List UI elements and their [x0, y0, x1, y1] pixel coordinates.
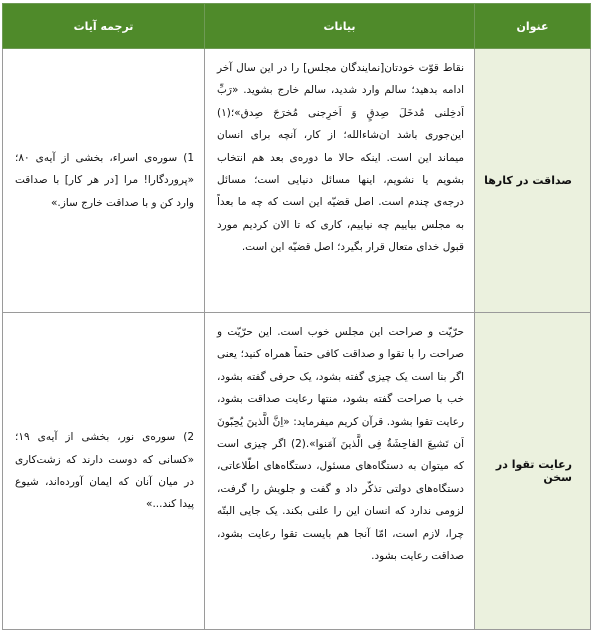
row-title: صداقت در کارها — [475, 49, 591, 313]
header-row — [3, 4, 591, 49]
header-verse-translation: ترجمه آیات — [3, 4, 205, 49]
translation-text: 2) سوره‌ی نور، بخشی از آیه‌ی ۱۹؛ «کسانی که دوست دارند که زشت‌کاری در میان آنان که ایمان آورده‌اند، شیوع پیدا کند...» — [15, 431, 194, 511]
row-statement — [205, 49, 475, 313]
table-row — [3, 49, 591, 313]
header-title: عنوان — [475, 4, 591, 49]
row-title: رعایت تقوا در سخن — [475, 313, 591, 630]
row-translation — [3, 49, 205, 313]
statement-text: حرّیّت و صراحت این مجلس خوب است. این حرّیّت و صراحت را با تقوا و صداقت کافی حتماً همراه کنید؛ یعنی اگر بنا است یک چیزی گفته بشود، یک حرفی گفته بشود، خب با صراحت گفته بشود، منتها رعایت صداقت بشود، رعایت تقوا بشود. قرآن کریم میفرماید: «اِنَّ الَّذینَ یُحِبّونَ اَن تَشیعَ الفاحِشَةُ فِی الَّذینَ آمَنوا».(2) اگر چیزی است که میتوان به دستگاه‌های مسئول، دستگاه‌های اطّلاعاتی، دستگاه‌های دولتی تذکّر داد و گفت و جلویش را گرفت، لزومی ندارد که انسان این را علنی بکند. یک جایی البتّه چرا، لازم است، امّا آنجا هم بایست تقوا رعایت بشود، صداقت رعایت بشود. — [217, 326, 465, 563]
statements-table — [2, 3, 591, 630]
translation-text: 1) سوره‌ی اسراء، بخشی از آیه‌ی ۸۰؛ «پروردگارا! مرا [در هر کار] با صداقت وارد کن و با صداقت خارج ساز.» — [15, 151, 194, 209]
statement-text: نقاط قوّت خودتان[نمایندگان مجلس] را در این سال آخر ادامه بدهید؛ سالم وارد شدید، سالم خارج بشوید. «رَبِّ اَدخِلنی مُدخَلَ صِدقٍ وَ اَخرِجنی مُخرَجَ صِدق»؛(۱) این‌جوری باشد ان‌شاءالله؛ از کار، آنچه برای انسان میماند این است. اینکه حالا ما دوره‌ی بعد هم انتخاب بشویم یا نشویم، اینها مسائل دنیایی است؛ مسائل درجه‌ی چندم است. اصل قضیّه این است که چه ما بعداً به مجلس بیاییم چه نیاییم، کاری که تا الان کردیم مورد قبول خدای متعال قرار بگیرد؛ اصل قضیّه این است. — [217, 62, 464, 254]
row-translation — [3, 313, 205, 630]
table-row — [3, 313, 591, 630]
header-statements: بیانات — [205, 4, 475, 49]
row-statement — [205, 313, 475, 630]
